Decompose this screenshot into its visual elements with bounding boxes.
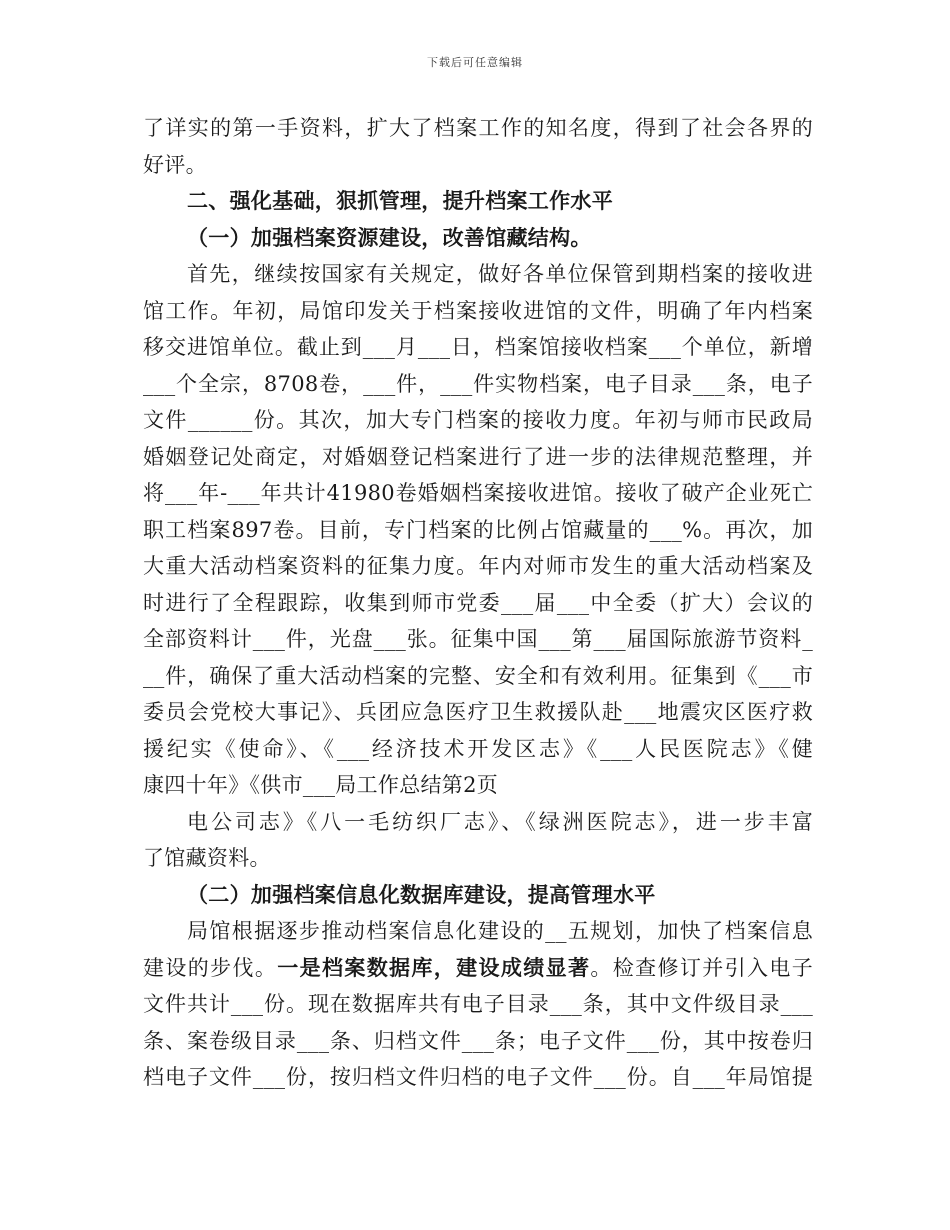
paragraph-line: 文件共计___份。现在数据库共有电子目录___条，其中文件级目录___: [143, 992, 813, 1016]
paragraph-line: 了馆藏资料。: [143, 846, 271, 870]
paragraph-line: __件，确保了重大活动档案的完整、安全和有效利用。征集到《___市: [143, 663, 813, 688]
paragraph-line: 文件______份。其次，加大专门档案的接收力度。年初与师市民政局: [143, 408, 813, 432]
paragraph-line: 档电子文件___份，按归档文件归档的电子文件___份。自___年局馆提: [143, 1065, 813, 1089]
paragraph-line: [143, 950, 813, 987]
paragraph-line: 大重大活动档案资料的征集力度。年内对师市发生的重大活动档案及: [143, 554, 813, 578]
document-body: [143, 110, 813, 1096]
paragraph-line: 移交进馆单位。截止到___月___日，档案馆接收档案___个单位，新增: [143, 335, 813, 359]
paragraph-line: 条、案卷级目录___条、归档文件___条；电子文件___份，其中按卷归: [143, 1028, 813, 1053]
line-segment: 建设的步伐。: [143, 955, 278, 980]
paragraph-line: 好评。: [143, 152, 207, 177]
paragraph-line: 了详实的第一手资料，扩大了档案工作的知名度，得到了社会各界的: [143, 116, 813, 140]
paragraph-line: 时进行了全程跟踪，收集到师市党委___届___中全委（扩大）会议的: [143, 590, 813, 615]
paragraph-line: 将___年-___年共计41980卷婚姻档案接收进馆。接收了破产企业死亡: [143, 481, 813, 505]
paragraph-line: 援纪实《使命》、《___经济技术开发区志》《___人民医院志》《健: [143, 736, 813, 761]
paragraph-line: 康四十年》《供市___局工作总结第2页: [143, 773, 499, 797]
paragraph-line: 首先，继续按国家有关规定，做好各单位保管到期档案的接收进: [187, 262, 813, 286]
paragraph-line: 职工档案897卷。目前，专门档案的比例占馆藏量的___%。再次，加: [143, 517, 813, 542]
paragraph-line: ___个全宗，8708卷，___件，___件实物档案，电子目录___条，电子: [143, 371, 813, 396]
section-heading: 二、强化基础，狠抓管理，提升档案工作水平: [187, 189, 613, 213]
paragraph-line: 局馆根据逐步推动档案信息化建设的__五规划，加快了档案信息: [187, 919, 813, 943]
subsection-heading: （二）加强档案信息化数据库建设，提高管理水平: [187, 882, 656, 907]
emphasis-text: 一是档案数据库，建设成绩显著: [277, 955, 591, 980]
paragraph-line: 馆工作。年初，局馆印发关于档案接收进馆的文件，明确了年内档案: [143, 298, 813, 323]
page-header: 下载后可任意编辑: [427, 56, 523, 69]
paragraph-line: 全部资料计___件，光盘___张。征集中国___第___届国际旅游节资料_: [143, 627, 813, 651]
paragraph-line: 委员会党校大事记》、兵团应急医疗卫生救援队赴___地震灾区医疗救: [143, 700, 813, 724]
paragraph-line: 婚姻登记处商定，对婚姻登记档案进行了进一步的法律规范整理，并: [143, 444, 813, 469]
subsection-heading: （一）加强档案资源建设，改善馆藏结构。: [187, 225, 592, 250]
line-segment: 。检查修订并引入电子: [590, 955, 813, 980]
paragraph-line: 电公司志》《八一毛纺织厂志》、《绿洲医院志》，进一步丰富: [187, 809, 813, 834]
